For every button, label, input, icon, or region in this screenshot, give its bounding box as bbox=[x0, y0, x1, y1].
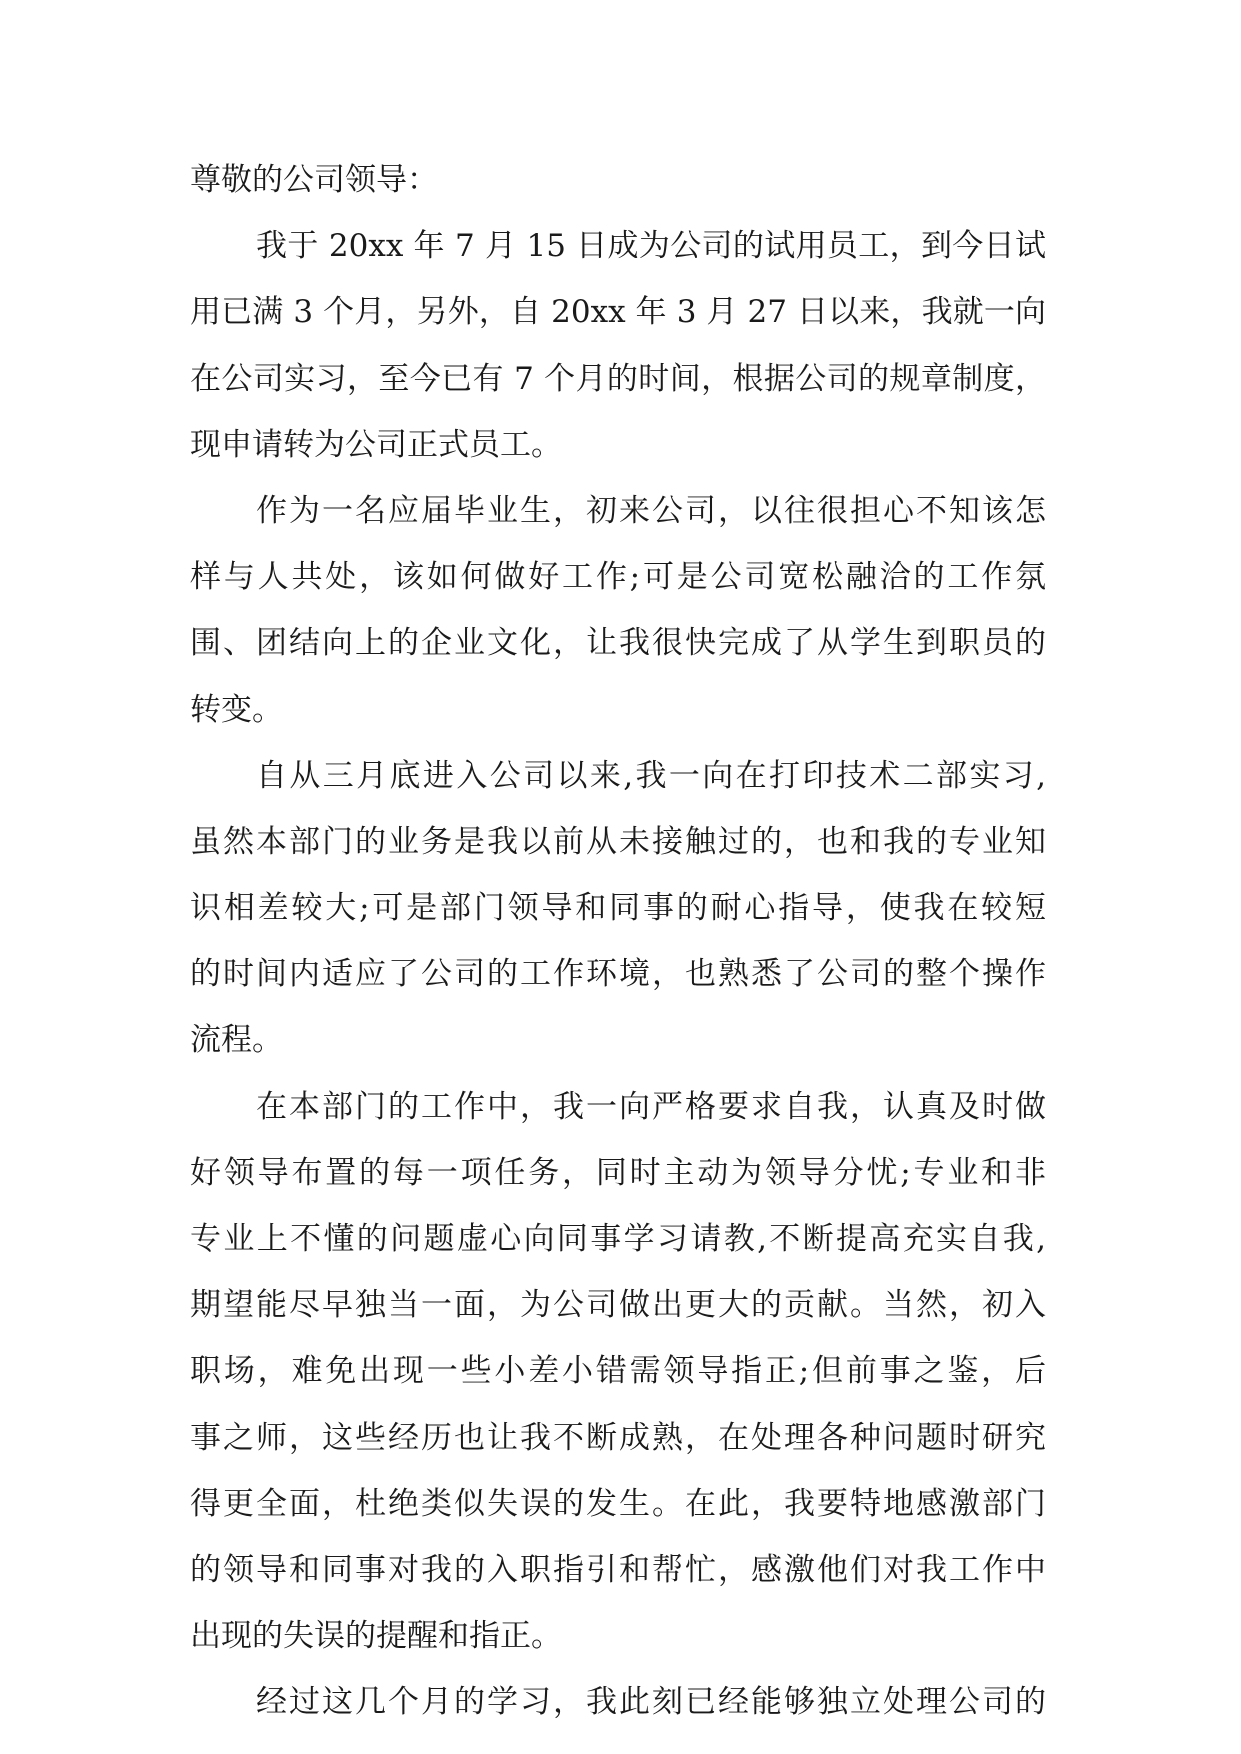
text-line: 得更全面，杜绝类似失误的发生。在此，我要特地感激部门 bbox=[190, 1485, 1046, 1522]
text-line: 用已满 3 个月，另外，自 20xx 年 3 月 27 日以来，我就一向 bbox=[190, 294, 1046, 331]
text-line: 好领导布置的每一项任务，同时主动为领导分忧;专业和非 bbox=[190, 1154, 1046, 1191]
text-line: 事之师，这些经历也让我不断成熟，在处理各种问题时研究 bbox=[190, 1419, 1046, 1456]
text-line: 职场，难免出现一些小差小错需领导指正;但前事之鉴，后 bbox=[190, 1353, 1046, 1390]
text-line: 专业上不懂的问题虚心向同事学习请教,不断提高充实自我, bbox=[190, 1221, 1046, 1257]
text-line: 的领导和同事对我的入职指引和帮忙，感激他们对我工作中 bbox=[190, 1551, 1046, 1588]
text-line: 在公司实习，至今已有 7 个月的时间，根据公司的规章制度， bbox=[190, 360, 1046, 397]
text-line: 出现的失误的提醒和指正。 bbox=[190, 1618, 562, 1655]
text-line: 围、团结向上的企业文化，让我很快完成了从学生到职员的 bbox=[190, 625, 1046, 662]
text-line: 现申请转为公司正式员工。 bbox=[190, 426, 562, 463]
text-line: 尊敬的公司领导： bbox=[190, 162, 438, 198]
text-line: 期望能尽早独当一面，为公司做出更大的贡献。当然，初入 bbox=[190, 1287, 1046, 1324]
text-line: 样与人共处，该如何做好工作;可是公司宽松融洽的工作氛 bbox=[190, 559, 1046, 596]
text-line: 我于 20xx 年 7 月 15 日成为公司的试用员工，到今日试 bbox=[256, 228, 1046, 265]
text-line: 转变。 bbox=[190, 691, 283, 728]
text-line: 作为一名应届毕业生，初来公司，以往很担心不知该怎 bbox=[256, 492, 1046, 529]
text-line: 在本部门的工作中，我一向严格要求自我，认真及时做 bbox=[256, 1088, 1046, 1125]
document-body bbox=[190, 158, 1046, 1747]
text-line: 自从三月底进入公司以来,我一向在打印技术二部实习, bbox=[256, 757, 1046, 794]
text-line: 识相差较大;可是部门领导和同事的耐心指导，使我在较短 bbox=[190, 890, 1046, 927]
text-line: 流程。 bbox=[190, 1022, 283, 1059]
text-line: 经过这几个月的学习，我此刻已经能够独立处理公司的 bbox=[256, 1684, 1046, 1721]
text-line: 的时间内适应了公司的工作环境，也熟悉了公司的整个操作 bbox=[190, 956, 1046, 993]
text-line: 虽然本部门的业务是我以前从未接触过的，也和我的专业知 bbox=[190, 823, 1046, 860]
